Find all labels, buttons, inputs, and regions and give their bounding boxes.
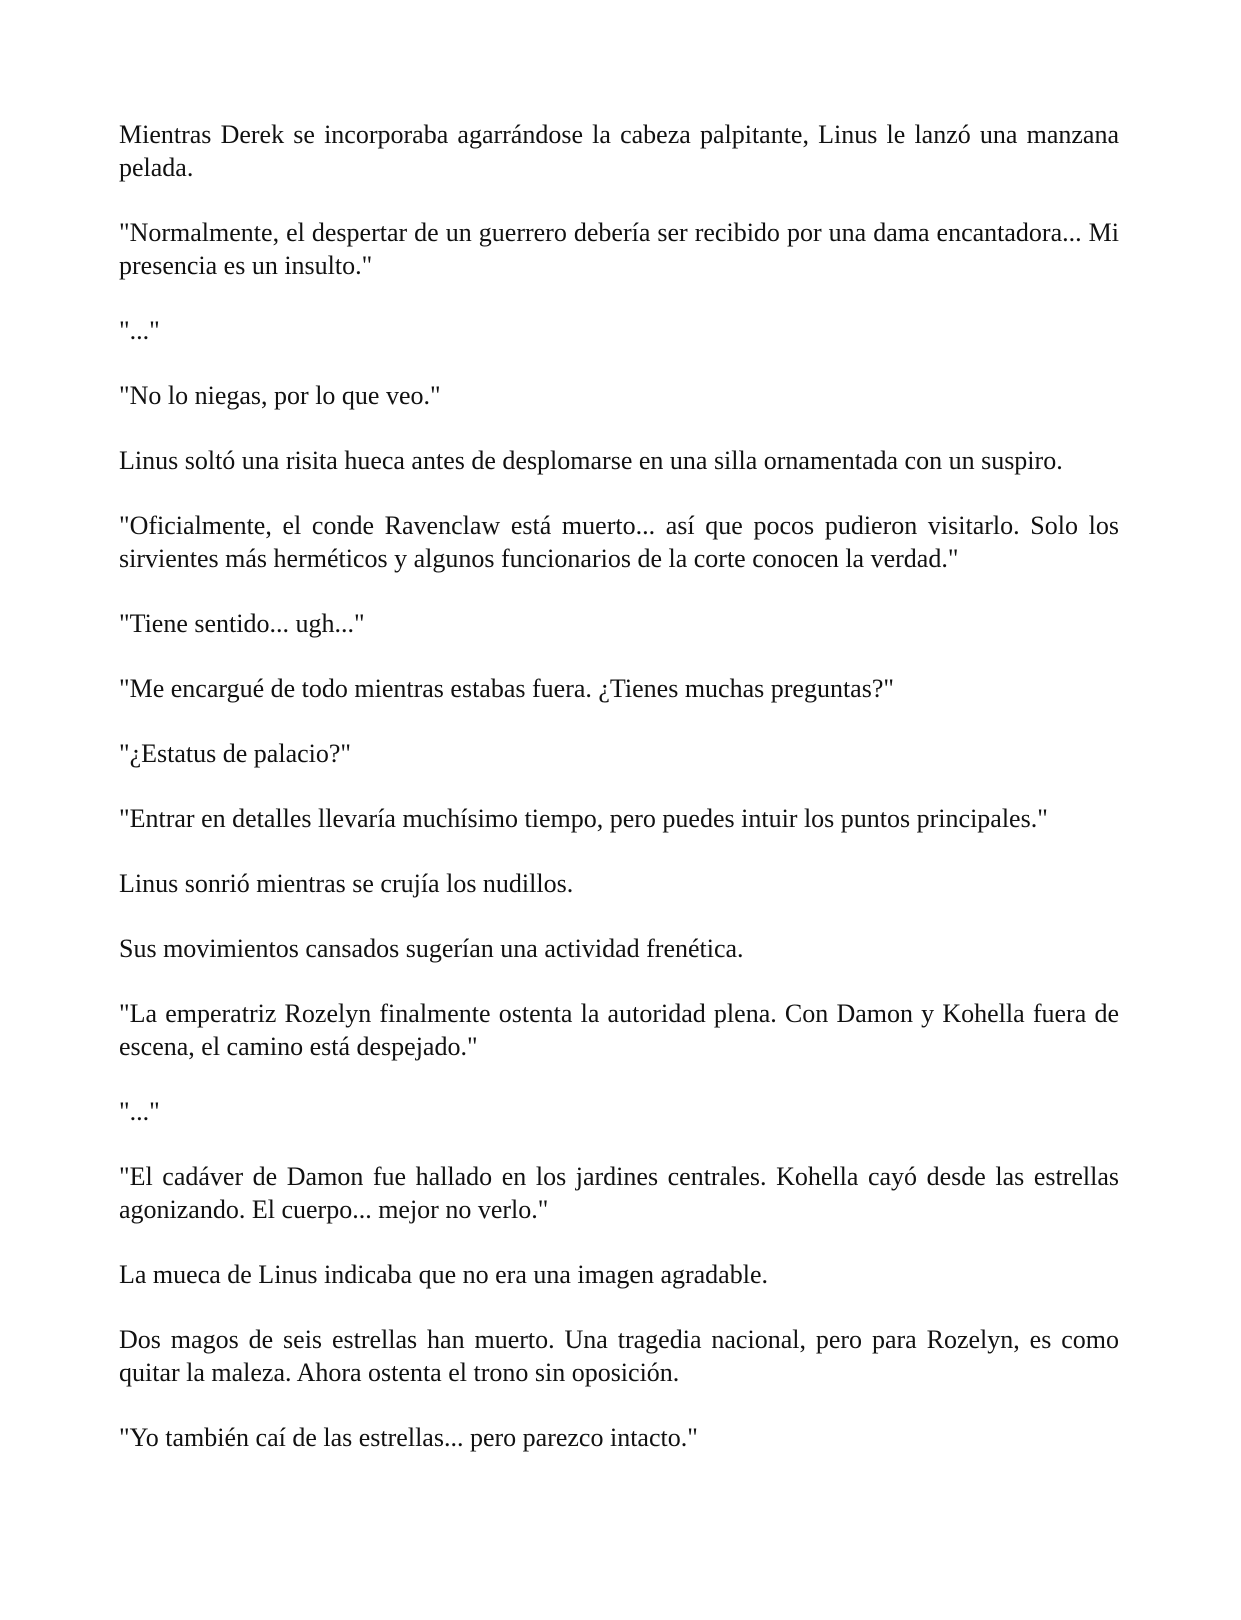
paragraph: "Oficialmente, el conde Ravenclaw está muerto... así que pocos pudieron visitarlo. Solo los sirvientes más herméticos y algunos funcionarios de la corte conocen la verdad." (119, 511, 1119, 573)
paragraph: La mueca de Linus indicaba que no era una imagen agradable. (119, 1260, 768, 1289)
paragraph: "Tiene sentido... ugh..." (119, 609, 365, 638)
paragraph: "¿Estatus de palacio?" (119, 739, 352, 768)
paragraph: "..." (119, 316, 160, 345)
paragraph: "La emperatriz Rozelyn finalmente ostenta la autoridad plena. Con Damon y Kohella fuera de escena, el camino está despejado." (119, 999, 1119, 1061)
paragraph: Sus movimientos cansados sugerían una actividad frenética. (119, 934, 744, 963)
document-body (119, 118, 1119, 1486)
paragraph: "Yo también caí de las estrellas... pero parezco intacto." (119, 1423, 698, 1452)
paragraph: "..." (119, 1097, 160, 1126)
paragraph: "Entrar en detalles llevaría muchísimo tiempo, pero puedes intuir los puntos principales." (119, 804, 1048, 833)
paragraph: "Normalmente, el despertar de un guerrero debería ser recibido por una dama encantadora... Mi presencia es un insulto." (119, 218, 1119, 280)
paragraph: Dos magos de seis estrellas han muerto. Una tragedia nacional, pero para Rozelyn, es como quitar la maleza. Ahora ostenta el trono sin oposición. (119, 1325, 1119, 1387)
paragraph: Linus soltó una risita hueca antes de desplomarse en una silla ornamentada con un suspiro. (119, 446, 1063, 475)
paragraph: "Me encargué de todo mientras estabas fuera. ¿Tienes muchas preguntas?" (119, 674, 894, 703)
paragraph: "No lo niegas, por lo que veo." (119, 381, 441, 410)
paragraph: "El cadáver de Damon fue hallado en los jardines centrales. Kohella cayó desde las estrellas agonizando. El cuerpo... mejor no verlo." (119, 1162, 1119, 1224)
paragraph: Linus sonrió mientras se crujía los nudillos. (119, 869, 574, 898)
paragraph: Mientras Derek se incorporaba agarrándose la cabeza palpitante, Linus le lanzó una manzana pelada. (119, 120, 1119, 182)
